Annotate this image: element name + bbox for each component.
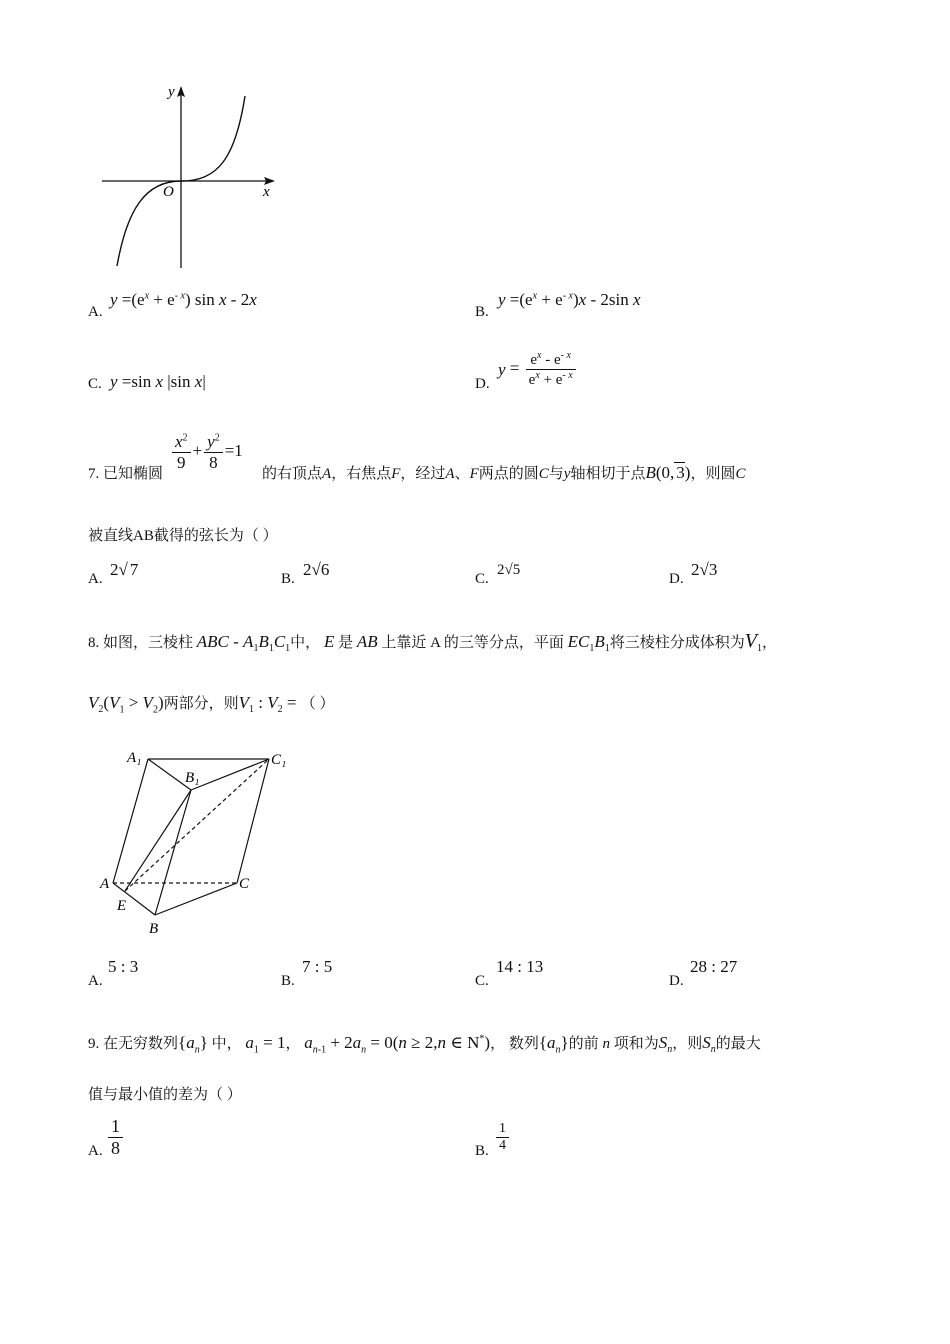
- q7-line2: 被直线AB截得的弦长为（ ）: [88, 528, 278, 544]
- q6-option-a-formula: $y =(e^x + e^{- x})$ sin x - 2x: [110, 290, 257, 309]
- vertex-b1-label: B₁: [185, 770, 200, 786]
- q6-option-b-formula: $y =(e^x + e^{- x})x - 2\sin$ x: [498, 290, 641, 309]
- q7-lead: 已知椭圆: [103, 466, 164, 482]
- q7-option-a-letter: A.: [88, 571, 103, 587]
- q7-option-d-letter: D.: [669, 571, 684, 587]
- q7-rest: 的右顶点A，右焦点F，经过A、F两点的圆C与y轴相切于点B(0, 3)，则圆C: [262, 463, 746, 482]
- q8-option-c-letter: C.: [475, 973, 489, 989]
- text-mirror: [0, 1340, 1, 1341]
- q9-option-a-value: $\frac{1}{8}$: [106, 1116, 125, 1158]
- q7-option-c-value: 2√5: [497, 562, 521, 578]
- vertex-a-label: A: [100, 876, 110, 892]
- q6-option-c-letter: C.: [88, 376, 102, 392]
- q6-option-d-letter: D.: [475, 376, 490, 392]
- q8-number: 8.: [88, 635, 100, 651]
- q7-option-d-value: 2√3: [691, 560, 718, 579]
- q6-option-d-formula: y = $\frac{e^x - e^{- x}}{e^x + e^{- x}}$: [498, 350, 578, 390]
- q6-option-b-letter: B.: [475, 304, 489, 320]
- q7-option-b-value: 2√6: [303, 560, 330, 579]
- q8-option-a-letter: A.: [88, 973, 103, 989]
- q6-function-graph: [95, 80, 285, 275]
- q8-line1: 8. 如图，三棱柱 ABC - $A_1B_1C_1$中， E 是 AB 上靠近 A 的三等分点，平面 $EC_1B_1$将三棱柱分成体积为$V_1$，: [88, 630, 778, 654]
- origin-label: O: [163, 184, 174, 200]
- vertex-b-label: B: [149, 921, 159, 937]
- q8-option-b-value: 7 : 5: [302, 957, 333, 976]
- q7-option-c-letter: C.: [475, 571, 489, 587]
- vertex-c1-label: C₁: [271, 752, 287, 768]
- q8-option-d-value: 28 : 27: [690, 957, 738, 976]
- q9-option-b-value: $\frac{1}{4}$: [494, 1121, 511, 1154]
- q9-number: 9.: [88, 1036, 100, 1052]
- q8-option-c-value: 14 : 13: [496, 957, 544, 976]
- q6-option-c-formula: y =sin x |sin x|: [110, 372, 206, 391]
- q9-line2: 值与最小值的差为（ ）: [88, 1087, 242, 1103]
- vertex-c-label: C: [239, 876, 250, 892]
- vertex-a1-label: A₁: [127, 750, 142, 766]
- q8-line2: $V_2(V_1 > V_2)$两部分，则$V_1$ : $V_2$ = （ ）: [88, 693, 335, 716]
- q8-option-a-value: 5 : 3: [108, 957, 139, 976]
- q7-number: 7.: [88, 466, 100, 482]
- point-e-label: E: [117, 898, 127, 914]
- q7-ellipse-equation: $\frac{x^2}{9}$ + $\frac{y^2}{8}$ =1: [170, 432, 243, 472]
- q8-option-d-letter: D.: [669, 973, 684, 989]
- q8-prism-figure: [95, 740, 305, 940]
- q7-option-a-value: 2√ 7: [110, 560, 139, 579]
- q8-option-b-letter: B.: [281, 973, 295, 989]
- q7-stem: [88, 462, 163, 483]
- y-axis-label: y: [168, 84, 175, 100]
- q9-line1: 9. 在无穷数列$\{a_n\}$ 中， $a_1 = 1$， $a_{n-1} + 2a_n = 0(n \ge 2,n$ ∈ N*)， 数列$\{a_n\}$的前 n 项和为$S_n$，则$S_n$的最大: [88, 1033, 761, 1056]
- q6-option-a-letter: A.: [88, 304, 103, 320]
- q7-option-b-letter: B.: [281, 571, 295, 587]
- q9-option-a-letter: A.: [88, 1143, 103, 1159]
- q9-option-b-letter: B.: [475, 1143, 489, 1159]
- x-axis-label: x: [263, 184, 270, 200]
